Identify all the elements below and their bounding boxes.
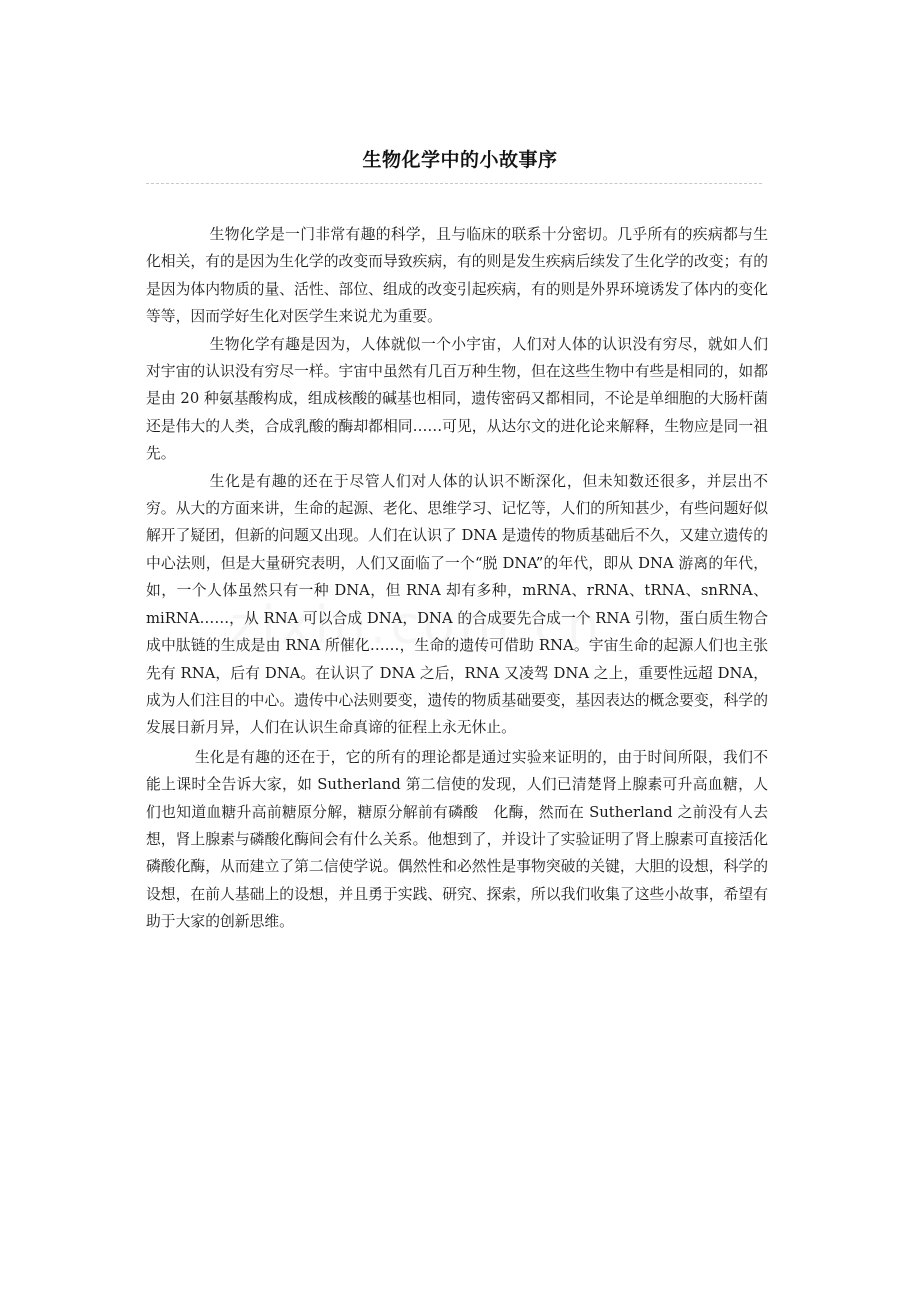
paragraph-3: 生化是有趣的还在于尽管人们对人体的认识不断深化，但未知数还很多，并层出不穷。从大的方面来讲，生命的起源、老化、思维学习、记忆等，人们的所知甚少，有些问题好似解开了疑团，但新的问题又出现。人们在认识了 DNA 是遗传的物质基础后不久，又建立遗传的中心法则，但是大量研究表明，人们又面临了一个“脱 DNA”的年代，即从 DNA 游离的年代，如，一个人体虽然只有一种 DNA，但 RNA 却有多种，mRNA、rRNA、tRNA、snRNA、miRNA……，从 RNA 可以合成 DNA，DNA 的合成要先合成一个 RNA 引物，蛋白质生物合成中肽链的生成是由 RNA 所催化……，生命的遗传可借助 RNA。宇宙生命的起源人们也主张先有 RNA，后有 DNA。在认识了 DNA 之后，RNA 又凌驾 DNA 之上，重要性远超 DNA，成为人们注目的中心。遗传中心法则要变，遗传的物质基础要变，基因表达的概念要变，科学的发展日新月异，人们在认识生命真谛的征程上永无休止。 <box>146 472 768 737</box>
document-title: 生物化学中的小故事序 <box>362 149 558 171</box>
paragraph-2: 生物化学有趣是因为，人体就似一个小宇宙，人们对人体的认识没有穷尽，就如人们对宇宙的认识没有穷尽一样。宇宙中虽然有几百万种生物，但在这些生物中有些是相同的，如都是由 20 种氨基酸构成，组成核酸的碱基也相同，遗传密码又都相同，不论是单细胞的大肠杆菌还是伟大的人类，合成乳酸的酶却都相同……可见，从达尔文的进化论来解释，生物应是同一祖先。 <box>146 335 768 463</box>
paragraph-1: 生物化学是一门非常有趣的科学，且与临床的联系十分密切。几乎所有的疾病都与生化相关，有的是因为生化学的改变而导致疾病，有的则是发生疾病后续发了生化学的改变；有的是因为体内物质的量、活性、部位、组成的改变引起疾病，有的则是外界环境诱发了体内的变化等等，因而学好生化对医学生来说尤为重要。 <box>146 226 768 326</box>
title-divider <box>146 183 762 184</box>
paragraph-4: 生化是有趣的还在于，它的所有的理论都是通过实验来证明的，由于时间所限，我们不能上课时全告诉大家，如 Sutherland 第二信使的发现，人们已清楚肾上腺素可升高血糖，人们也知道血糖升高前糖原分解，糖原分解前有磷酸 化酶，然而在 Sutherland 之前没有人去想，肾上腺素与磷酸化酶间会有什么关系。他想到了，并设计了实验证明了肾上腺素可直接活化磷酸化酶，从而建立了第二信使学说。偶然性和必然性是事物突破的关键，大胆的设想，科学的设想，在前人基础上的设想，并且勇于实践、研究、探索，所以我们收集了这些小故事，希望有助于大家的创新思维。 <box>146 748 768 931</box>
document-body <box>146 221 768 936</box>
